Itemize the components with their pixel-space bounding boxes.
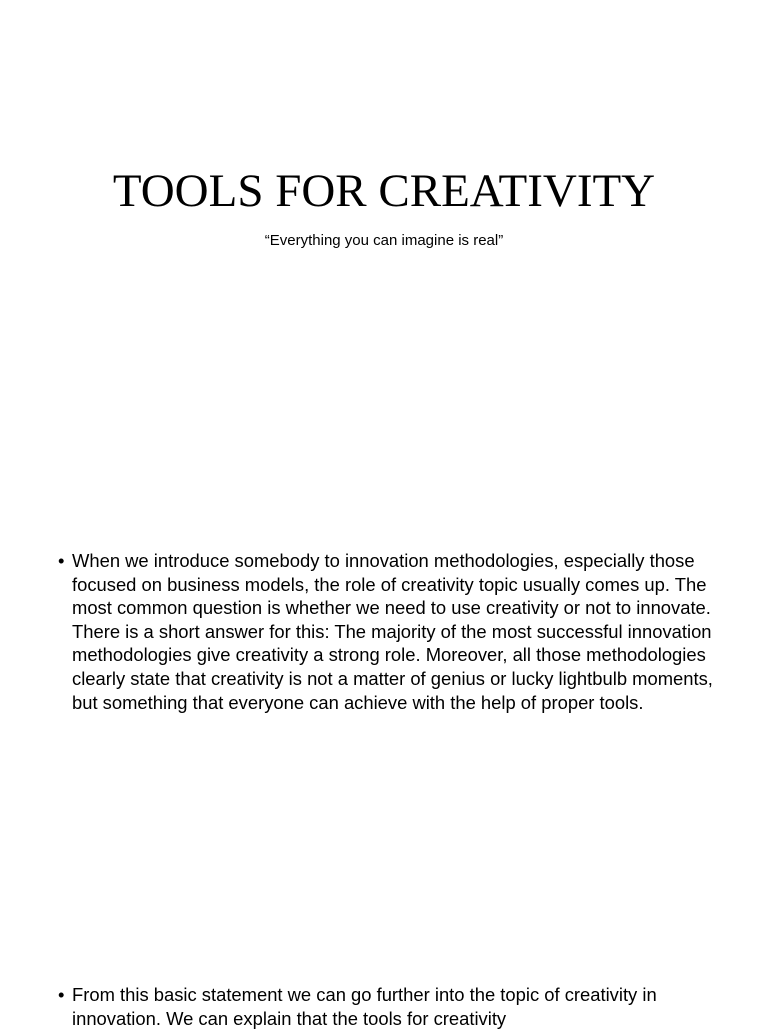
bullet-text: When we introduce somebody to innovation methodologies, especially those focused on business models, the role of creativity topic usually comes up. The most common question is whether we need to use creativity or not to innovate. There is a short answer for this: The majority of the most successful innovation methodologies give creativity a strong role. Moreover, all those methodologies clearly state that creativity is not a matter of genius or lucky lightbulb moments, but something that everyone can achieve with the help of proper tools. — [72, 550, 713, 713]
bullet-text: From this basic statement we can go further into the topic of creativity in innovation. We can explain that the tools for creativity — [72, 984, 657, 1029]
page-subtitle-quote: “Everything you can imagine is real” — [264, 232, 504, 249]
bullet-paragraph — [58, 549, 720, 714]
bullet-paragraph — [58, 983, 720, 1030]
bullet-marker: • — [58, 984, 65, 1005]
bullet-marker: • — [58, 550, 65, 571]
page-title: TOOLS FOR CREATIVITY — [112, 165, 656, 217]
